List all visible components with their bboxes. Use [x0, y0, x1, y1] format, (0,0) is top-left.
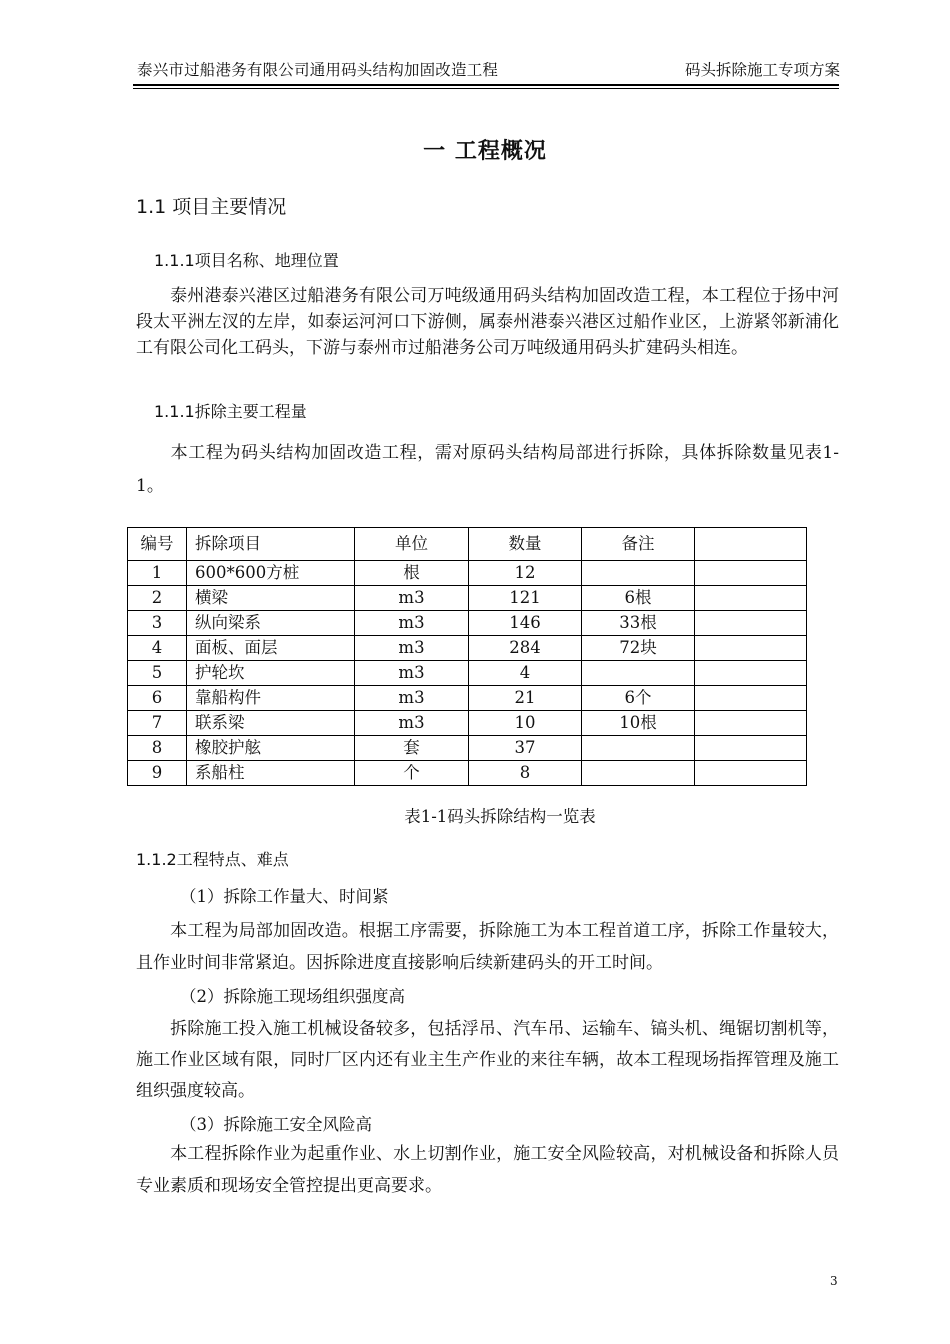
subsection-heading-quantities: 1.1.1拆除主要工程量 — [154, 402, 307, 421]
table-cell: m3 — [355, 686, 469, 711]
header-rule-thick — [133, 84, 839, 86]
table-cell: 纵向梁系 — [187, 611, 355, 636]
table-header-cell — [695, 528, 807, 561]
demolition-table — [127, 527, 807, 786]
chapter-title: 一 工程概况 — [423, 139, 547, 164]
table-cell: 根 — [355, 561, 469, 586]
table-row — [128, 736, 807, 761]
page-number: 3 — [830, 1274, 838, 1288]
table-cell — [582, 736, 695, 761]
table-cell: 33根 — [582, 611, 695, 636]
table-cell — [695, 736, 807, 761]
table-cell: 面板、面层 — [187, 636, 355, 661]
table-cell: 8 — [469, 761, 582, 786]
table-cell: 121 — [469, 586, 582, 611]
paragraph-quantities-text: 本工程为码头结构加固改造工程，需对原码头结构局部进行拆除，具体拆除数量见表1-1。 — [136, 443, 839, 496]
table-cell: 10根 — [582, 711, 695, 736]
feature-text-3 — [136, 1138, 839, 1202]
table-cell — [695, 611, 807, 636]
table-cell: 4 — [128, 636, 187, 661]
table-cell — [582, 761, 695, 786]
table-cell: m3 — [355, 711, 469, 736]
table-cell — [582, 661, 695, 686]
table-cell: 37 — [469, 736, 582, 761]
subsection-heading-features: 1.1.2工程特点、难点 — [136, 850, 289, 869]
feature-title-2: （2）拆除施工现场组织强度高 — [180, 987, 405, 1006]
feature-text-2-content: 拆除施工投入施工机械设备较多，包括浮吊、汽车吊、运输车、镐头机、绳锯切割机等，施工作业区域有限，同时厂区内还有业主生产作业的来往车辆，故本工程现场指挥管理及施工组织强度较高。 — [136, 1019, 839, 1101]
table-header-cell: 单位 — [355, 528, 469, 561]
table-row — [128, 661, 807, 686]
paragraph-location — [136, 283, 839, 361]
feature-text-2 — [136, 1014, 839, 1107]
table-cell: m3 — [355, 586, 469, 611]
table-cell: 靠船构件 — [187, 686, 355, 711]
table-cell — [695, 686, 807, 711]
table-cell: 2 — [128, 586, 187, 611]
table-cell — [695, 586, 807, 611]
table-row — [128, 611, 807, 636]
table-cell: 4 — [469, 661, 582, 686]
table-header-cell: 备注 — [582, 528, 695, 561]
table-cell: 联系梁 — [187, 711, 355, 736]
table-header-row — [128, 528, 807, 561]
table-cell: 284 — [469, 636, 582, 661]
table-cell: 72块 — [582, 636, 695, 661]
table-cell — [695, 761, 807, 786]
table-cell — [582, 561, 695, 586]
table-cell — [695, 711, 807, 736]
section-heading: 1.1 项目主要情况 — [136, 196, 287, 218]
table-header-cell: 拆除项目 — [187, 528, 355, 561]
table-cell: 5 — [128, 661, 187, 686]
table-cell: 9 — [128, 761, 187, 786]
table-cell: 系船柱 — [187, 761, 355, 786]
feature-text-1 — [136, 915, 839, 979]
table-cell: 8 — [128, 736, 187, 761]
paragraph-location-text: 泰州港泰兴港区过船港务有限公司万吨级通用码头结构加固改造工程，本工程位于扬中河段太平洲左汊的左岸，如泰运河河口下游侧，属泰州港泰兴港区过船作业区，上游紧邻新浦化工有限公司化工码头，下游与泰州市过船港务公司万吨级通用码头扩建码头相连。 — [136, 286, 839, 358]
header-rule-thin — [133, 88, 839, 89]
table-row — [128, 586, 807, 611]
table-cell: 1 — [128, 561, 187, 586]
feature-title-3: （3）拆除施工安全风险高 — [180, 1115, 372, 1134]
table-cell: 橡胶护舷 — [187, 736, 355, 761]
table-row — [128, 561, 807, 586]
table-cell — [695, 561, 807, 586]
table-cell: 7 — [128, 711, 187, 736]
table-cell: 21 — [469, 686, 582, 711]
table-cell: m3 — [355, 611, 469, 636]
feature-text-3-content: 本工程拆除作业为起重作业、水上切割作业，施工安全风险较高，对机械设备和拆除人员专业素质和现场安全管控提出更高要求。 — [136, 1144, 839, 1196]
table-row — [128, 686, 807, 711]
table-row — [128, 761, 807, 786]
table-cell: 146 — [469, 611, 582, 636]
table-cell: m3 — [355, 636, 469, 661]
table-caption: 表1-1码头拆除结构一览表 — [404, 807, 596, 826]
table-row — [128, 711, 807, 736]
feature-title-1: （1）拆除工作量大、时间紧 — [180, 887, 389, 906]
table-cell: 10 — [469, 711, 582, 736]
table-cell — [695, 636, 807, 661]
paragraph-quantities — [136, 437, 839, 503]
table-cell: 6 — [128, 686, 187, 711]
table-cell: 600*600方桩 — [187, 561, 355, 586]
subsection-heading-location: 1.1.1项目名称、地理位置 — [154, 251, 339, 270]
table-header-cell: 数量 — [469, 528, 582, 561]
feature-text-1-content: 本工程为局部加固改造。根据工序需要，拆除施工为本工程首道工序，拆除工作量较大，且作业时间非常紧迫。因拆除进度直接影响后续新建码头的开工时间。 — [136, 921, 839, 973]
table-cell: 护轮坎 — [187, 661, 355, 686]
header-document-title: 码头拆除施工专项方案 — [684, 61, 840, 79]
table-cell: 6根 — [582, 586, 695, 611]
table-cell: 12 — [469, 561, 582, 586]
table-cell: 套 — [355, 736, 469, 761]
header-project-title: 泰兴市过船港务有限公司通用码头结构加固改造工程 — [137, 61, 499, 79]
table-cell: 个 — [355, 761, 469, 786]
table-cell: m3 — [355, 661, 469, 686]
table-cell — [695, 661, 807, 686]
table-cell: 横梁 — [187, 586, 355, 611]
table-cell: 3 — [128, 611, 187, 636]
table-header-cell: 编号 — [128, 528, 187, 561]
table-cell: 6个 — [582, 686, 695, 711]
table-row — [128, 636, 807, 661]
